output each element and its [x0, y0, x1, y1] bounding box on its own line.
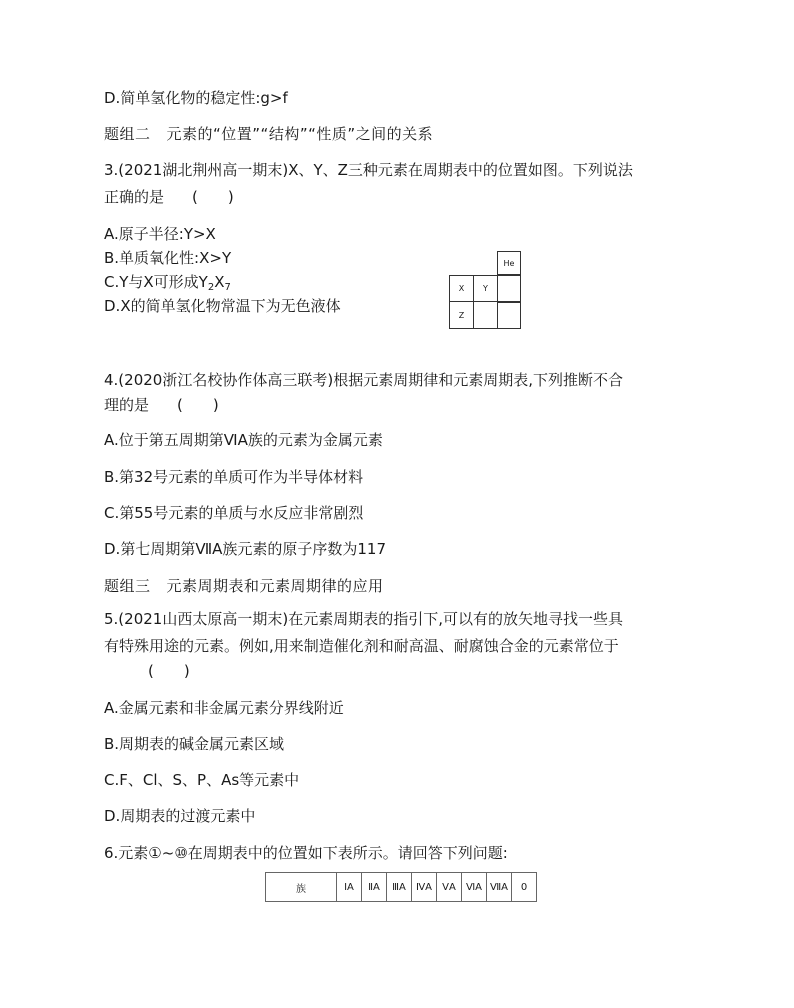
q3-option-d: D.X的简单氢化物常温下为无色液体: [104, 297, 341, 315]
q3-answer-paren: ( ): [192, 188, 234, 206]
header-cell-zu: 族: [266, 873, 337, 902]
cell-right-mid: [497, 275, 521, 302]
header-cell-4a: ⅣA: [412, 873, 437, 902]
group2-title: 元素的“位置”“结构”“性质”之间的关系: [166, 125, 434, 143]
q3-option-a: A.原子半径:Y>X: [104, 225, 216, 243]
group2-label: 题组二: [104, 125, 151, 143]
q4-option-d: D.第七周期第ⅦA族元素的原子序数为117: [104, 540, 387, 558]
periodic-table-figure: [449, 251, 521, 329]
q3c-text-1: C.Y与X可形成Y: [104, 273, 208, 291]
cell-he: He: [497, 251, 521, 275]
q4-answer-paren: ( ): [177, 396, 219, 414]
q5-option-b: B.周期表的碱金属元素区域: [104, 735, 285, 753]
q5-stem-line1: 5.(2021山西太原高一期末)在元素周期表的指引下,可以有的放矢地寻找一些具: [104, 610, 623, 628]
q4-stem-line2: [104, 395, 219, 415]
cell-y: Y: [473, 275, 498, 302]
cell-z: Z: [449, 301, 474, 329]
group2-heading: [104, 124, 433, 144]
q5-option-a: A.金属元素和非金属元素分界线附近: [104, 699, 344, 717]
header-cell-1a: ⅠA: [337, 873, 362, 902]
q2-option-d: D.简单氢化物的稳定性:g>f: [104, 89, 288, 107]
q3-stem-line1: 3.(2021湖北荆州高一期末)X、Y、Z三种元素在周期表中的位置如图。下列说法: [104, 161, 633, 179]
q5-answer-paren: ( ): [148, 662, 190, 680]
q4-stem-line1: 4.(2020浙江名校协作体高三联考)根据元素周期律和元素周期表,下列推断不合: [104, 371, 623, 389]
q4-option-b: B.第32号元素的单质可作为半导体材料: [104, 468, 364, 486]
q3c-sub-2: 7: [224, 282, 231, 293]
q3-option-c: [104, 272, 231, 292]
header-cell-2a: ⅡA: [362, 873, 387, 902]
q3-option-b: B.单质氧化性:X>Y: [104, 249, 232, 267]
q6-stem: 6.元素①~⑩在周期表中的位置如下表所示。请回答下列问题:: [104, 844, 508, 862]
cell-x: X: [449, 275, 474, 302]
q5-stem-line2: 有特殊用途的元素。例如,用来制造催化剂和耐高温、耐腐蚀合金的元素常位于: [104, 637, 619, 655]
q5-option-d: D.周期表的过渡元素中: [104, 807, 256, 825]
header-cell-7a: ⅦA: [487, 873, 512, 902]
header-cell-5a: ⅤA: [437, 873, 462, 902]
group3-heading: [104, 576, 384, 596]
q3c-sub-1: 2: [207, 282, 215, 293]
q3-stem-line2: [104, 187, 234, 207]
group3-label: 题组三: [104, 577, 151, 595]
q3-stem-text: 正确的是: [104, 188, 165, 206]
q4-option-c: C.第55号元素的单质与水反应非常剧烈: [104, 504, 364, 522]
header-cell-6a: ⅥA: [462, 873, 487, 902]
q4-stem-text: 理的是: [104, 396, 150, 414]
group3-title: 元素周期表和元素周期律的应用: [166, 577, 384, 595]
group-header-table: [265, 872, 537, 902]
cell-right-bottom: [497, 302, 521, 329]
q3c-text-2: X: [214, 273, 225, 291]
cell-blank: [473, 301, 498, 329]
table-row: [266, 873, 537, 902]
header-cell-0: 0: [512, 873, 537, 902]
header-cell-3a: ⅢA: [387, 873, 412, 902]
q5-option-c: C.F、Cl、S、P、As等元素中: [104, 771, 300, 789]
q4-option-a: A.位于第五周期第ⅥA族的元素为金属元素: [104, 431, 383, 449]
